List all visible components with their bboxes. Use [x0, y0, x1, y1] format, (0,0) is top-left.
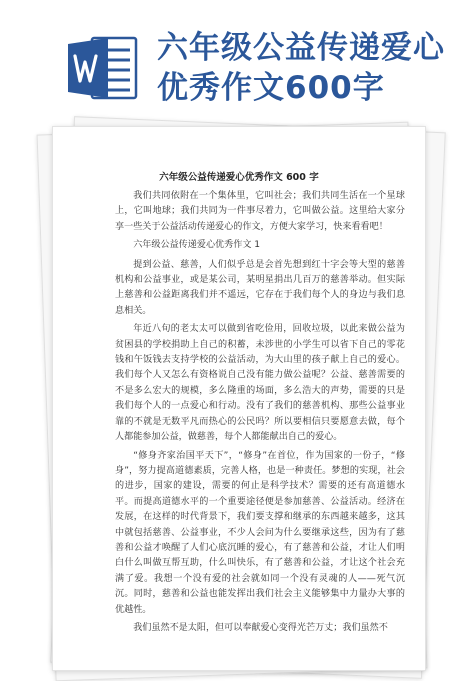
document-preview: [42, 120, 432, 669]
paragraph: 我们虽然不是太阳，但可以奉献爱心变得光芒万丈；我们虽然不: [133, 622, 388, 633]
page-title: 六年级公益传递爱心优秀作文600字: [157, 30, 445, 106]
page-header: [0, 0, 474, 118]
document-body: [115, 189, 405, 639]
word-document-icon: [68, 36, 138, 100]
paragraph: 年近八旬的老太太可以做到省吃俭用，回收垃圾，以此来做公益为贫困县的学校捐助上自己的积蓄，未涉世的小学生可以省下自己的零花钱和午饭钱去支持学校的公益活动，为大山里的孩子献上自己的爱心。我们每个人又怎么有资格说自己没有能力做公益呢？公益、慈善需要的不是多么宏大的规模，多么隆重的场面，多么浩大的声势，需要的只是我们每个人的一点爱心和行动。没有了我们的慈善机构、那些公益事业靠的不就是无数平凡而热心的公民吗？所以要相信只要愿意去做，每个人都能参加公益，做慈善，每个人都能献出自己的爱心。: [115, 324, 405, 443]
paragraph: “修身齐家治国平天下”，“修身”在首位，作为国家的一份子，“修身”，努力提高道德素质，完善人格，也是一种责任。梦想的实现，社会的进步，国家的建设，需要的何止是科学技术？需要的还有高道德水平。而提高道德水平的一个重要途径便是参加慈善、公益活动。经济在发展，在这样的时代背景下，我们要支撑和继承的东西越来越多，这其中就包括慈善、公益事业，不少人会问为什么要继承这些，因为有了慈善和公益才唤醒了人们心底沉睡的爱心，有了慈善和公益，才让人们明白什么叫做互帮互助，什么叫快乐，有了慈善和公益，才让这个社会充满了爱。我想一个没有爱的社会就如同一个没有灵魂的人——死气沉沉。同时，慈善和公益也能发挥出我们社会主义能够集中力量办大事的优越性。: [115, 450, 405, 615]
section-heading: 六年级公益传递爱心优秀作文 1: [133, 240, 261, 251]
document-title: 六年级公益传递爱心优秀作文 600 字: [159, 172, 319, 183]
paragraph: 我们共同依附在一个集体里，它叫社会；我们共同生活在一个星球上，它叫地球；我们共同为一件事尽着力，它叫做公益。这里给大家分享一些关于公益活动传递爱心的作文，方便大家学习，快来看看吧！: [115, 191, 405, 232]
paragraph: 提到公益、慈善，人们似乎总是会首先想到红十字会等大型的慈善机构和公益事业，或是某公司，某明星捐出几百万的慈善举动。但实际上慈善和公益距离我们并不遥远，它存在于我们每个人的身边与我们息息相关。: [115, 259, 405, 316]
document-page: [52, 126, 426, 671]
